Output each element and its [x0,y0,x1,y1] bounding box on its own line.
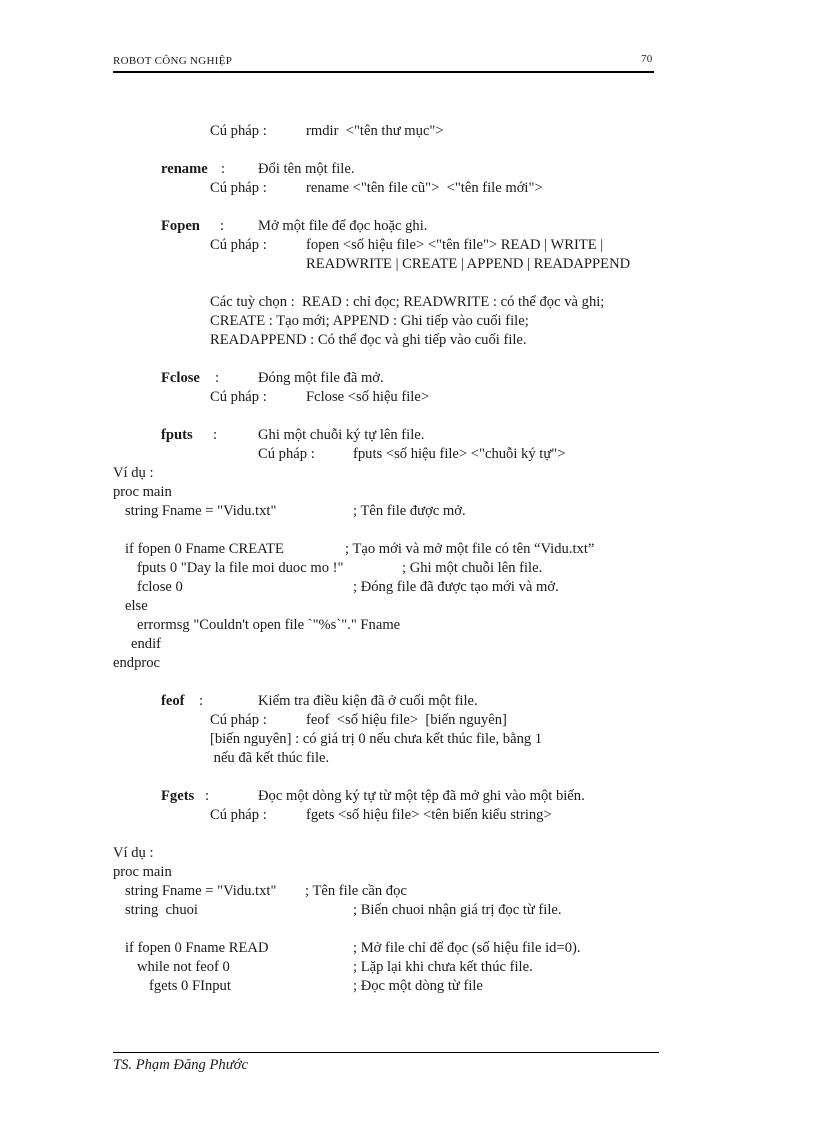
footer-rule [113,1052,659,1053]
rename-colon: : [221,161,226,177]
code-line: if fopen 0 Fname CREATE [125,541,284,557]
fopen-options-line1: Các tuỳ chọn : READ : chỉ đọc; READWRITE : có thể đọc và ghi; [210,294,605,310]
fclose-keyword: Fclose [161,370,200,386]
fopen-colon: : [220,218,225,234]
code-line: if fopen 0 Fname READ [125,940,269,956]
fgets-syntax: fgets <số hiệu file> <tên biến kiểu string> [306,807,552,823]
fopen-syntax-label: Cú pháp : [210,237,267,253]
fopen-options-line2: CREATE : Tạo mới; APPEND : Ghi tiếp vào cuối file; [210,313,529,329]
code-line: errormsg "Couldn't open file `"%s`"." Fname [137,617,401,633]
feof-note-line2: nếu đã kết thúc file. [210,750,330,766]
code-line: fputs 0 "Day la file moi duoc mo !" [137,560,344,576]
feof-note-line1: [biến nguyên] : có giá trị 0 nếu chưa kết thúc file, bằng 1 [210,731,543,747]
code-comment: ; Ghi một chuỗi lên file. [402,560,543,576]
fclose-syntax-label: Cú pháp : [210,389,267,405]
feof-colon: : [199,693,204,709]
page-number: 70 [641,53,653,65]
rename-description: Đổi tên một file. [258,161,355,177]
rmdir-syntax: rmdir <"tên thư mục"> [306,123,444,139]
code-line: proc main [113,864,172,880]
code-comment: ; Tên file cần đọc [305,883,407,899]
fgets-syntax-label: Cú pháp : [210,807,267,823]
code-comment: ; Biến chuoi nhận giá trị đọc từ file. [353,902,562,918]
fclose-colon: : [215,370,220,386]
rmdir-syntax-label: Cú pháp : [210,123,267,139]
fputs-syntax: fputs <số hiệu file> <"chuỗi ký tự"> [353,446,566,462]
code-line: while not feof 0 [137,959,230,975]
code-line: fclose 0 [137,579,183,595]
fgets-keyword: Fgets [161,788,195,804]
fputs-colon: : [213,427,218,443]
code-line: else [125,598,148,614]
code-line: string chuoi [125,902,198,918]
code-comment: ; Đóng file đã được tạo mới và mở. [353,579,559,595]
footer-author: TS. Phạm Đăng Phước [113,1057,248,1073]
code-line: string Fname = "Vidu.txt" [125,883,277,899]
fclose-syntax: Fclose <số hiệu file> [306,389,430,405]
code-line: proc main [113,484,172,500]
example1-label: Ví dụ : [113,465,154,481]
code-comment: ; Đọc một dòng từ file [353,978,483,994]
fputs-keyword: fputs [161,427,193,443]
feof-syntax: feof <số hiệu file> [biến nguyên] [306,712,507,728]
fopen-keyword: Fopen [161,218,200,234]
code-line: fgets 0 FInput [149,978,231,994]
fopen-syntax-line2: READWRITE | CREATE | APPEND | READAPPEND [306,256,631,272]
fopen-syntax-line1: fopen <số hiệu file> <"tên file"> READ | WRITE | [306,237,604,253]
rename-syntax: rename <"tên file cũ"> <"tên file mới"> [306,180,543,196]
feof-description: Kiểm tra điều kiện đã ở cuối một file. [258,693,478,709]
code-comment: ; Tạo mới và mở một file có tên “Vidu.txt” [345,541,595,557]
code-line: endif [131,636,161,652]
header-rule [113,71,654,73]
fgets-description: Đọc một dòng ký tự từ một tệp đã mở ghi vào một biến. [258,788,585,804]
code-comment: ; Mở file chỉ để đọc (số hiệu file id=0). [353,940,581,956]
code-comment: ; Tên file được mở. [353,503,466,519]
fputs-description: Ghi một chuỗi ký tự lên file. [258,427,425,443]
fclose-description: Đóng một file đã mở. [258,370,384,386]
fgets-colon: : [205,788,210,804]
feof-keyword: feof [161,693,185,709]
code-line: endproc [113,655,161,671]
feof-syntax-label: Cú pháp : [210,712,267,728]
example2-label: Ví dụ : [113,845,154,861]
running-header-title: ROBOT CÔNG NGHIỆP [113,55,233,67]
code-comment: ; Lặp lại khi chưa kết thúc file. [353,959,533,975]
code-line: string Fname = "Vidu.txt" [125,503,277,519]
fopen-description: Mở một file để đọc hoặc ghi. [258,218,428,234]
rename-syntax-label: Cú pháp : [210,180,267,196]
fputs-syntax-label: Cú pháp : [258,446,315,462]
rename-keyword: rename [161,161,208,177]
fopen-options-line3: READAPPEND : Có thể đọc và ghi tiếp vào cuối file. [210,332,527,348]
